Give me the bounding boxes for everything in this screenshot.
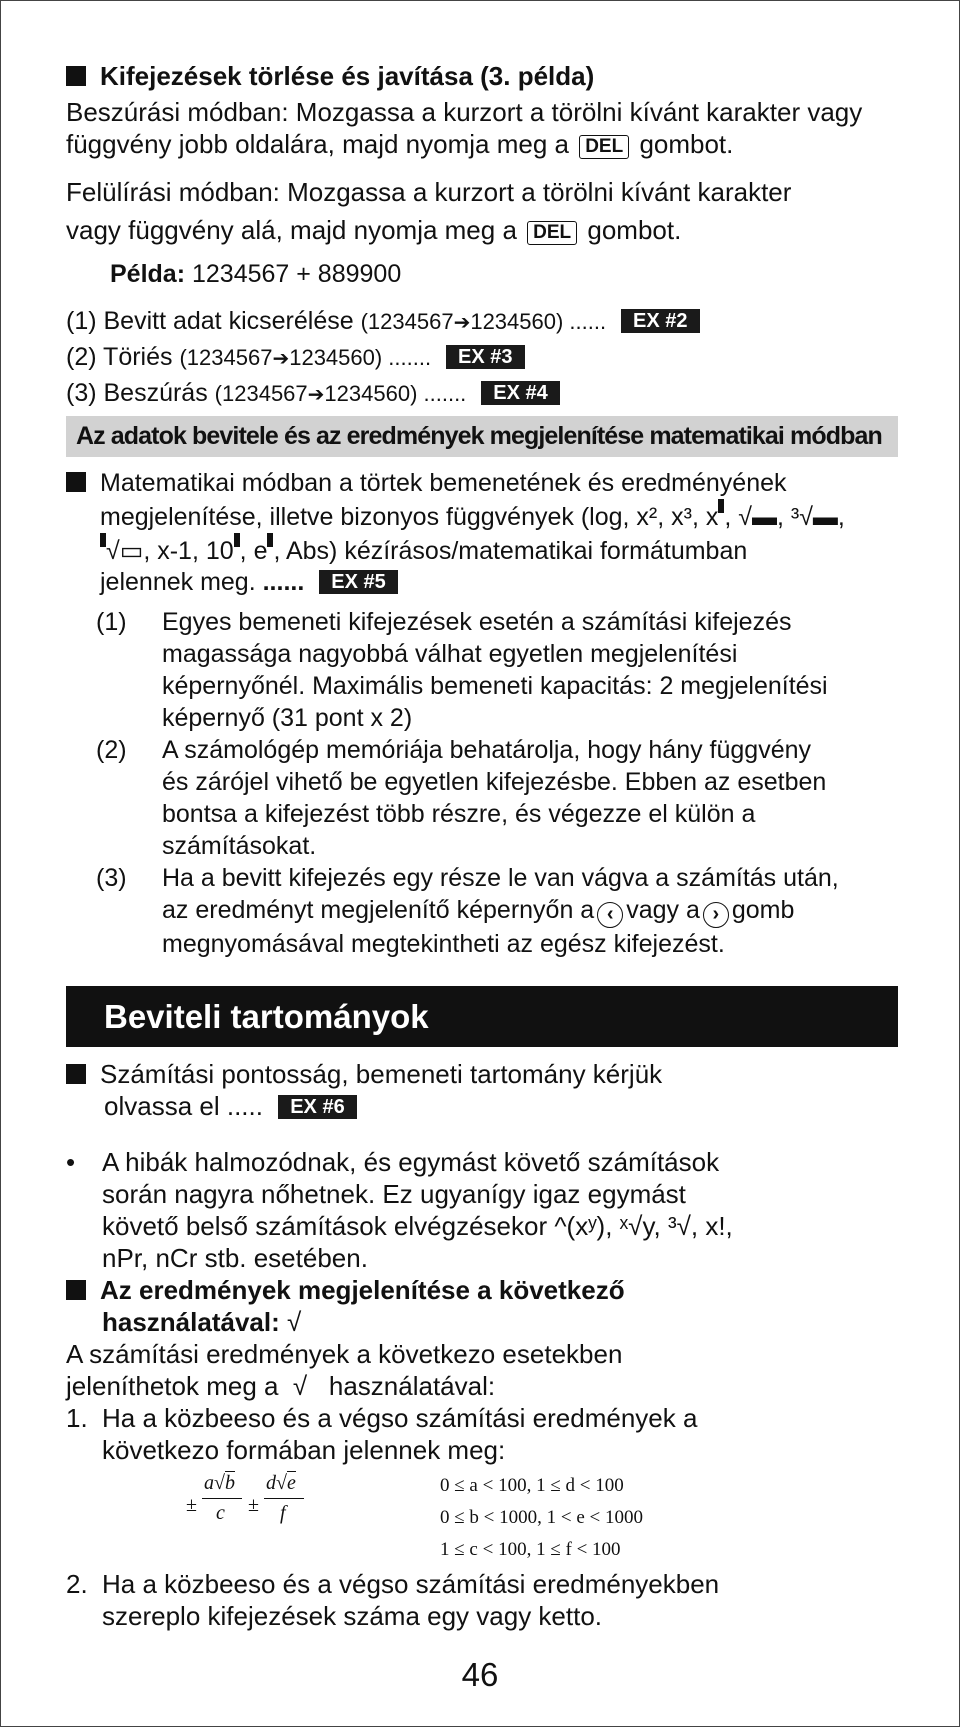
bullet-line: nPr, nCr stb. esetében. — [102, 1243, 368, 1273]
example-item — [66, 340, 898, 376]
overwrite-line-2-text: vagy függvény alá, majd nyomja meg a — [66, 215, 517, 245]
example-item-detail: (1234567 — [360, 309, 454, 334]
heading-text: Kifejezések törlése és javítása (3. példa) — [100, 61, 595, 91]
section-delete-heading — [66, 60, 898, 92]
button-word: gombot. — [587, 215, 682, 245]
example-item-text: (3) Beszúrás — [66, 379, 208, 407]
precision-line-2 — [104, 1090, 898, 1122]
range-line: 1 ≤ c < 100, 1 ≤ f < 100 — [440, 1539, 621, 1560]
input-ranges-title: Beviteli tartományok — [104, 998, 429, 1035]
note-line: bontsa a kifejezést több részre, és végezze el külön a — [162, 800, 756, 828]
sqrt-icon: √ — [292, 1371, 308, 1401]
result-line-2-post: használatával: — [328, 1371, 496, 1401]
note-line-text: gomb — [731, 896, 795, 924]
note-number: (1) — [96, 608, 127, 636]
bullet-line: során nagyra nőhetnek. Ez ugyanígy igaz egymást — [102, 1179, 686, 1209]
bullet-square-icon — [66, 472, 86, 492]
example-item — [66, 376, 898, 412]
var-a: a — [204, 1472, 214, 1494]
ex2-tag: EX #2 — [621, 309, 699, 333]
case-1 — [66, 1402, 898, 1466]
insert-mode-paragraph — [66, 96, 898, 160]
plus-minus-sign: ± — [248, 1494, 259, 1516]
overwrite-mode-paragraph — [66, 176, 898, 246]
note-line: A számológép memóriája behatárolja, hogy hány függvény — [162, 736, 812, 764]
bullet-line: követő belső számítások elvégzésekor ^(xʸ), ˣ√y, ³√, x!, — [102, 1211, 733, 1241]
insert-line-1: Beszúrási módban: Mozgassa a kurzort a törölni kívánt karakter vagy — [66, 97, 863, 127]
var-d: d — [266, 1472, 276, 1494]
button-word: gombot. — [639, 129, 734, 159]
note-line: és zárójel vihető be egyetlen kifejezésbe. Ebben az esetben — [162, 768, 827, 796]
plus-minus-sign: ± — [186, 1494, 197, 1516]
var-f: f — [280, 1502, 286, 1524]
result-paragraph — [66, 1338, 898, 1466]
range-line: 0 ≤ b < 1000, 1 < e < 1000 — [440, 1507, 644, 1528]
note-number: (3) — [96, 864, 127, 892]
math-mode-bar — [66, 416, 898, 457]
var-e: e — [286, 1472, 296, 1494]
sqrt-icon: √ — [286, 1307, 302, 1337]
ex6-tag: EX #6 — [278, 1095, 356, 1119]
numerator-a-sqrt-b: a√b — [204, 1472, 235, 1494]
numerator-d-sqrt-e: d√e — [266, 1472, 296, 1494]
left-arrow-key-icon: ‹ — [597, 902, 623, 928]
note-line: Egyes bemeneti kifejezések esetén a számítási kifejezés — [162, 608, 792, 636]
example-item-detail-end: 1234560) ....... — [289, 345, 432, 370]
note-line: képernyőnél. Maximális bemeneti kapacitás: 2 megjelenítési — [162, 672, 828, 700]
math-dots: ...... — [262, 568, 305, 596]
bullet-line: A hibák halmozódnak, és egymást követő számítások — [102, 1147, 720, 1177]
note-line: számításokat. — [162, 832, 317, 860]
math-mode-paragraph — [66, 468, 898, 598]
math-line-3-text: , x-1, 10 — [143, 537, 234, 565]
precision-line-2-text: olvassa el ..... — [104, 1091, 263, 1121]
result-heading-text: Az eredmények megjelenítése a következő — [100, 1275, 625, 1305]
placeholder-box-icon — [718, 499, 724, 513]
right-arrow-key-icon: › — [703, 902, 729, 928]
overwrite-line-2 — [66, 214, 898, 246]
fraction-bar — [202, 1498, 242, 1499]
ex3-tag: EX #3 — [446, 345, 524, 369]
note-line: Ha a bevitt kifejezés egy része le van vágva a számítás után, — [162, 864, 839, 892]
example-item-detail: (1234567 — [214, 381, 308, 406]
arrow-right-icon: ➔ — [272, 348, 290, 370]
case-line: Ha a közbeeso és a végso számítási eredmények a — [102, 1403, 698, 1433]
example-items — [66, 304, 898, 412]
case-line: Ha a közbeeso és a végso számítási eredményekben — [102, 1569, 720, 1599]
var-c: c — [216, 1502, 225, 1524]
insert-line-2 — [66, 128, 898, 160]
example-item-detail-end: 1234560) ...... — [470, 309, 607, 334]
bullet-square-icon — [66, 1280, 86, 1300]
fraction-bar — [264, 1498, 304, 1499]
case-line: szereplo kifejezések száma egy vagy ketto. — [102, 1601, 603, 1631]
math-line-2: megjelenítése, illetve bizonyos függvények (log, x², x³, x , √▬, ³√▬, — [100, 499, 898, 533]
math-line-2-text: megjelenítése, illetve bizonyos függvények (log, x², x³, x — [100, 503, 719, 531]
root-box-icon: √▭ — [106, 537, 144, 565]
ex4-tag: EX #4 — [481, 381, 559, 405]
result-line-2 — [66, 1370, 898, 1402]
math-line-4 — [100, 567, 898, 598]
note-line: képernyő (31 pont x 2) — [162, 704, 413, 732]
bullet-square-icon — [66, 66, 86, 86]
example-item-text: (2) Töriés — [66, 343, 173, 371]
result-heading-line-2 — [102, 1306, 898, 1338]
input-ranges-bar — [66, 986, 898, 1047]
math-line-3b-text: , e — [239, 537, 268, 565]
example-item — [66, 304, 898, 340]
result-heading-text-2: használatával: — [102, 1307, 280, 1337]
math-line-1-text: Matematikai módban a törtek bemenetének és eredményének — [100, 469, 787, 497]
note-1 — [96, 606, 896, 734]
case-number: 1. — [66, 1403, 88, 1433]
example-item-text: (1) Bevitt adat kicserélése — [66, 307, 354, 335]
case-line: következo formában jelennek meg: — [102, 1435, 506, 1465]
math-line-1 — [66, 468, 898, 499]
var-b: b — [224, 1472, 235, 1494]
math-mode-bar-title: Az adatok bevitele és az eredmények megjelenítése matematikai módban — [76, 422, 882, 450]
note-line: megnyomásával megtekintheti az egész kifejezést. — [162, 930, 725, 958]
note-line-text: az eredményt megjelenítő képernyőn a — [162, 896, 595, 924]
page-number: 46 — [461, 1656, 499, 1693]
case-2 — [66, 1568, 898, 1632]
example-value: 1234567 + 889900 — [191, 260, 402, 288]
case-number: 2. — [66, 1569, 88, 1599]
range-conditions — [440, 1470, 643, 1566]
note-number: (2) — [96, 736, 127, 764]
note-3 — [96, 862, 896, 960]
result-line-2-pre: jeleníthetok meg a — [66, 1371, 279, 1401]
del-key-icon: DEL — [579, 135, 629, 159]
example-item-detail: (1234567 — [179, 345, 273, 370]
math-line-3 — [100, 533, 898, 567]
arrow-right-icon: ➔ — [453, 312, 471, 334]
overwrite-line-1: Felülírási módban: Mozgassa a kurzort a törölni kívánt karakter — [66, 177, 792, 207]
bullet-dot-icon: • — [66, 1147, 76, 1177]
math-line-4-text: jelennek meg. — [100, 568, 256, 596]
error-bullet — [66, 1146, 898, 1274]
note-2 — [96, 734, 896, 862]
example-label: Példa: — [110, 260, 186, 288]
precision-paragraph — [66, 1058, 898, 1122]
precision-line-1-text: Számítási pontosság, bemeneti tartomány kérjük — [100, 1059, 663, 1089]
note-line: magassága nagyobbá válhat egyetlen megjelenítési — [162, 640, 738, 668]
bullet-square-icon — [66, 1064, 86, 1084]
math-line-3c-text: , Abs) kézírásos/matematikai formátumban — [273, 537, 748, 565]
example-item-detail-end: 1234560) ....... — [324, 381, 467, 406]
result-line-1: A számítási eredmények a következo esetekben — [66, 1339, 623, 1369]
fraction-formula — [186, 1472, 326, 1552]
del-key-icon: DEL — [527, 221, 577, 245]
result-heading-line-1 — [66, 1274, 898, 1306]
result-heading — [66, 1274, 898, 1338]
insert-line-2-text: függvény jobb oldalára, majd nyomja meg a — [66, 129, 569, 159]
example-line — [110, 260, 942, 289]
precision-line-1 — [66, 1058, 898, 1090]
arrow-right-icon: ➔ — [307, 384, 325, 406]
note-line — [162, 894, 896, 928]
ex5-tag: EX #5 — [319, 570, 397, 594]
range-line: 0 ≤ a < 100, 1 ≤ d < 100 — [440, 1475, 624, 1496]
note-line-text: vagy a — [626, 896, 700, 924]
